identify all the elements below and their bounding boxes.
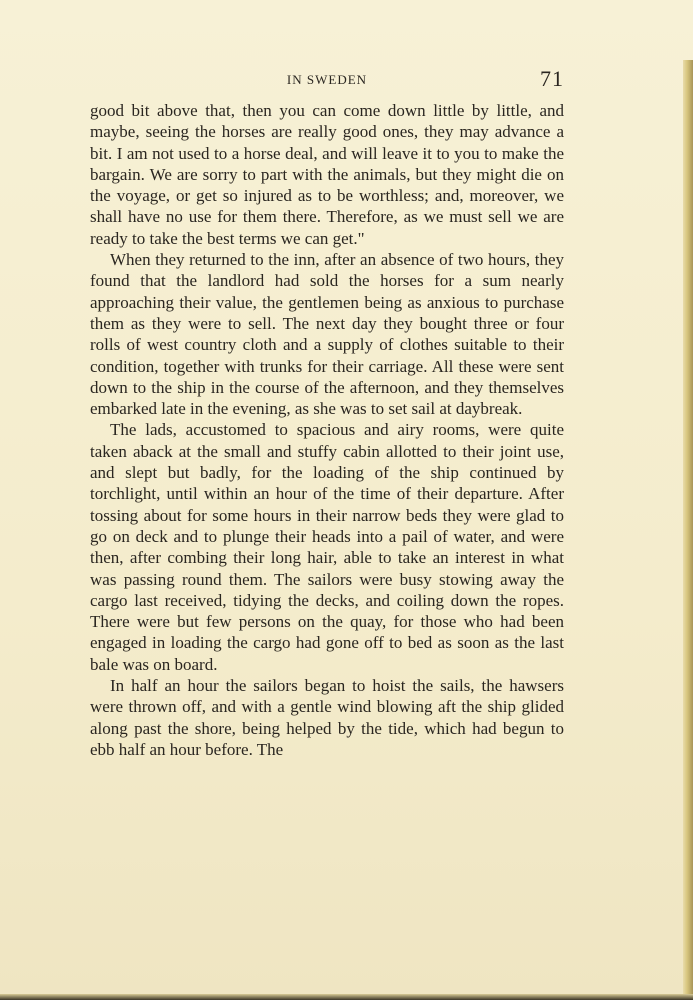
paragraph-3: The lads, accustomed to spacious and airy rooms, were quite taken aback at the small and stuffy cabin allotted to their joint use, and slept but badly, for the loading of the ship continued by torchlight, until within an hour of the time of their departure. After tossing about for some hours in their narrow beds they were glad to go on deck and to plunge their heads into a pail of water, and were then, after combing their long hair, able to take an interest in what was passing round them. The sailors were busy stowing away the cargo last received, tidying the decks, and coiling down the ropes. There were but few persons on the quay, for those who had been engaged in loading the cargo had gone off to bed as soon as the last bale was on board. bbox=[90, 420, 564, 674]
body-text bbox=[90, 100, 564, 760]
page-bottom-edge bbox=[0, 994, 693, 1000]
page-edge bbox=[683, 60, 693, 1000]
page-number: 71 bbox=[540, 66, 564, 91]
paragraph-1: good bit above that, then you can come down little by little, and maybe, seeing the horses are really good ones, they may advance a bit. I am not used to a horse deal, and will leave it to you to make the bargain. We are sorry to part with the animals, but they might die on the voyage, or get so injured as to be worthless; and, moreover, we shall have no use for them there. Therefore, as we must sell we are ready to take the best terms we can get." bbox=[90, 101, 564, 248]
paragraph-4: In half an hour the sailors began to hoist the sails, the hawsers were thrown off, and with a gentle wind blowing aft the ship glided along past the shore, being helped by the tide, which had begun to ebb half an hour before. The bbox=[90, 676, 564, 759]
running-head-title: IN SWEDEN bbox=[286, 72, 368, 87]
running-head bbox=[90, 66, 564, 90]
paragraph-2: When they returned to the inn, after an absence of two hours, they found that the landlord had sold the horses for a sum nearly approaching their value, the gentlemen being as anxious to purchase them as they were to sell. The next day they bought three or four rolls of west country cloth and a supply of clothes suitable to their condition, together with trunks for their carriage. All these were sent down to the ship in the course of the afternoon, and they themselves embarked late in the evening, as she was to set sail at daybreak. bbox=[90, 250, 564, 419]
